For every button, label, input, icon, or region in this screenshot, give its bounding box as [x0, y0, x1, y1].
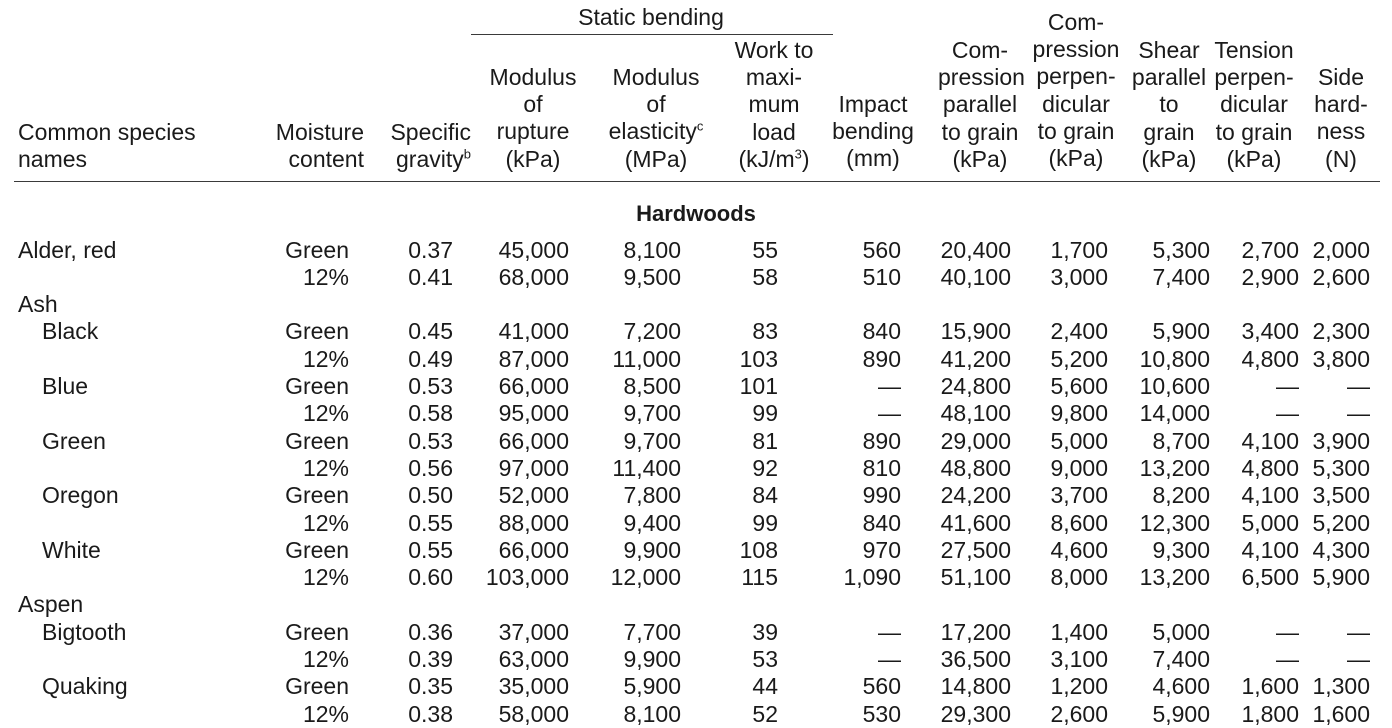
- cell-tension: 6,500: [1241, 564, 1299, 591]
- header-work-max-load: Work to maxi- mum load $(kJ/m^3)$: [734, 37, 814, 172]
- table-row: [0, 537, 1392, 564]
- cell-moisture: 12%: [302, 700, 349, 727]
- cell-comp-perp: 8,600: [1050, 509, 1108, 536]
- cell-rupture: 88,000: [498, 509, 569, 536]
- header-species: Common species names: [18, 119, 196, 173]
- cell-hardness: —: [1347, 646, 1370, 672]
- cell-tension: 4,100: [1241, 482, 1299, 509]
- cell-moisture: Green: [285, 618, 349, 645]
- cell-rupture: 35,000: [498, 673, 569, 700]
- cell-gravity: 0.49: [408, 345, 453, 372]
- cell-tension: 2,900: [1241, 263, 1299, 290]
- header-compression-parallel: Com- pression parallel to grain (kPa): [938, 37, 1025, 172]
- cell-shear: 5,900: [1152, 318, 1210, 345]
- cell-gravity: 0.39: [408, 646, 453, 672]
- cell-gravity: 0.60: [408, 564, 453, 591]
- header-rule: [14, 181, 1380, 182]
- cell-gravity: 0.55: [408, 536, 453, 563]
- cell-tension: 1,600: [1241, 673, 1299, 700]
- cell-comp-perp: 1,700: [1050, 236, 1108, 263]
- cell-hardness: 5,900: [1312, 564, 1370, 591]
- cell-elasticity: 11,400: [612, 454, 681, 481]
- cell-species: Oregon: [42, 482, 119, 509]
- cell-work: 101: [739, 373, 778, 399]
- cell-rupture: 58,000: [498, 700, 569, 727]
- cell-hardness: 4,300: [1312, 536, 1370, 563]
- header-gravity: Specific gravity$^b$: [390, 119, 471, 173]
- cell-comp-par: 20,400: [940, 236, 1011, 263]
- cell-comp-par: 41,600: [940, 509, 1011, 536]
- cell-impact: 510: [862, 263, 901, 290]
- cell-moisture: 12%: [302, 564, 349, 591]
- cell-work: 44: [752, 673, 778, 700]
- table-row: [0, 619, 1392, 646]
- cell-gravity: 0.53: [408, 427, 453, 454]
- cell-impact: 530: [862, 700, 901, 727]
- cell-comp-perp: 5,600: [1050, 373, 1108, 399]
- cell-rupture: 87,000: [498, 345, 569, 372]
- cell-rupture: 37,000: [498, 618, 569, 645]
- cell-elasticity: 12,000: [610, 564, 681, 591]
- cell-gravity: 0.36: [408, 618, 453, 645]
- cell-hardness: 5,200: [1312, 509, 1370, 536]
- cell-impact: 1,090: [843, 564, 901, 591]
- cell-comp-par: 15,900: [940, 318, 1011, 345]
- cell-gravity: 0.58: [408, 400, 453, 427]
- cell-work: 53: [752, 646, 778, 672]
- cell-comp-perp: 2,400: [1050, 318, 1108, 345]
- cell-gravity: 0.45: [408, 318, 453, 345]
- cell-tension: 1,800: [1241, 700, 1299, 727]
- cell-gravity: 0.55: [408, 509, 453, 536]
- table-row: [0, 591, 1392, 618]
- header-side-hardness: Side hard- ness (N): [1314, 64, 1368, 172]
- cell-work: 58: [752, 263, 778, 290]
- cell-rupture: 66,000: [498, 427, 569, 454]
- cell-work: 55: [752, 236, 778, 263]
- cell-comp-par: 27,500: [940, 536, 1011, 563]
- cell-shear: 10,800: [1139, 345, 1210, 372]
- cell-comp-par: 41,200: [940, 345, 1011, 372]
- cell-work: 83: [752, 318, 778, 345]
- cell-rupture: 45,000: [498, 236, 569, 263]
- cell-gravity: 0.38: [408, 700, 453, 727]
- cell-species: White: [42, 536, 101, 563]
- table-row: [0, 318, 1392, 345]
- cell-rupture: 103,000: [485, 564, 569, 591]
- cell-tension: 4,100: [1241, 536, 1299, 563]
- cell-rupture: 63,000: [498, 646, 569, 672]
- cell-comp-perp: 3,000: [1050, 263, 1108, 290]
- cell-impact: 560: [862, 236, 901, 263]
- cell-elasticity: 9,900: [623, 646, 681, 672]
- cell-hardness: —: [1347, 400, 1370, 427]
- cell-tension: 2,700: [1241, 236, 1299, 263]
- cell-species: Green: [42, 427, 106, 454]
- cell-hardness: 3,800: [1312, 345, 1370, 372]
- cell-shear: 13,200: [1139, 454, 1210, 481]
- cell-hardness: 5,300: [1312, 454, 1370, 481]
- cell-hardness: 2,300: [1312, 318, 1370, 345]
- cell-gravity: 0.56: [408, 454, 453, 481]
- cell-moisture: Green: [285, 318, 349, 345]
- cell-elasticity: 5,900: [623, 673, 681, 700]
- table-row: [0, 701, 1392, 728]
- cell-comp-par: 51,100: [940, 564, 1011, 591]
- cell-shear: 10,600: [1139, 373, 1210, 399]
- table-row: [0, 564, 1392, 591]
- cell-rupture: 97,000: [498, 454, 569, 481]
- cell-impact: —: [878, 400, 901, 427]
- table-row: [0, 237, 1392, 264]
- cell-moisture: Green: [285, 427, 349, 454]
- cell-moisture: 12%: [302, 509, 349, 536]
- cell-comp-par: 36,500: [940, 646, 1011, 672]
- cell-comp-perp: 2,600: [1050, 700, 1108, 727]
- cell-shear: 8,700: [1152, 427, 1210, 454]
- cell-elasticity: 7,800: [623, 482, 681, 509]
- cell-impact: 990: [862, 482, 901, 509]
- cell-moisture: 12%: [302, 400, 349, 427]
- cell-elasticity: 11,000: [612, 345, 681, 372]
- cell-hardness: 3,900: [1312, 427, 1370, 454]
- cell-shear: 7,400: [1152, 646, 1210, 672]
- cell-work: 84: [752, 482, 778, 509]
- header-modulus-rupture: Modulus of rupture (kPa): [489, 64, 577, 172]
- cell-shear: 5,000: [1152, 618, 1210, 645]
- cell-elasticity: 8,100: [623, 700, 681, 727]
- cell-elasticity: 8,100: [623, 236, 681, 263]
- cell-moisture: 12%: [302, 454, 349, 481]
- cell-species: Blue: [42, 373, 89, 399]
- cell-work: 39: [752, 618, 778, 645]
- cell-elasticity: 9,700: [623, 400, 681, 427]
- cell-moisture: 12%: [302, 263, 349, 290]
- header-modulus-elasticity: Modulus of elasticity$^c$ (MPa): [608, 64, 704, 172]
- cell-tension: —: [1276, 646, 1299, 672]
- cell-comp-par: 17,200: [940, 618, 1011, 645]
- cell-comp-perp: 8,000: [1050, 564, 1108, 591]
- table-row: [0, 510, 1392, 537]
- cell-work: 115: [741, 564, 778, 591]
- cell-comp-perp: 1,400: [1050, 618, 1108, 645]
- cell-work: 99: [752, 509, 778, 536]
- header-impact-bending: Impact bending (mm): [832, 91, 914, 172]
- cell-impact: —: [878, 646, 901, 672]
- cell-impact: 560: [862, 673, 901, 700]
- cell-elasticity: 8,500: [623, 373, 681, 399]
- cell-species: Ash: [18, 291, 58, 318]
- cell-work: 99: [752, 400, 778, 427]
- header-moisture: Moisture content: [275, 119, 364, 173]
- cell-elasticity: 7,700: [623, 618, 681, 645]
- cell-gravity: 0.37: [408, 236, 453, 263]
- cell-gravity: 0.53: [408, 373, 453, 399]
- cell-comp-perp: 1,200: [1050, 673, 1108, 700]
- cell-hardness: 2,000: [1312, 236, 1370, 263]
- cell-comp-par: 14,800: [940, 673, 1011, 700]
- cell-moisture: Green: [285, 236, 349, 263]
- cell-impact: 840: [862, 318, 901, 345]
- cell-species: Bigtooth: [42, 618, 127, 645]
- cell-comp-perp: 5,000: [1050, 427, 1108, 454]
- cell-rupture: 95,000: [498, 400, 569, 427]
- cell-hardness: —: [1347, 618, 1370, 645]
- cell-comp-perp: 3,100: [1050, 646, 1108, 672]
- table-row: [0, 264, 1392, 291]
- header-tension-perpendicular: Tension perpen- dicular to grain (kPa): [1214, 37, 1294, 172]
- section-hardwoods: Hardwoods: [636, 201, 756, 226]
- table-row: [0, 291, 1392, 318]
- table-row: [0, 400, 1392, 427]
- cell-work: 92: [752, 454, 778, 481]
- header-compression-perpendicular: Com- pression perpen- dicular to grain (kPa): [1032, 9, 1120, 172]
- cell-elasticity: 9,900: [623, 536, 681, 563]
- table-row: [0, 428, 1392, 455]
- cell-gravity: 0.35: [408, 673, 453, 700]
- table-row: [0, 646, 1392, 673]
- cell-shear: 7,400: [1152, 263, 1210, 290]
- cell-comp-perp: 9,800: [1050, 400, 1108, 427]
- cell-elasticity: 9,500: [623, 263, 681, 290]
- cell-moisture: 12%: [302, 345, 349, 372]
- cell-comp-par: 29,000: [940, 427, 1011, 454]
- cell-moisture: Green: [285, 673, 349, 700]
- cell-comp-par: 24,200: [940, 482, 1011, 509]
- cell-impact: 840: [862, 509, 901, 536]
- cell-tension: 3,400: [1241, 318, 1299, 345]
- cell-gravity: 0.50: [408, 482, 453, 509]
- cell-hardness: 1,300: [1312, 673, 1370, 700]
- cell-impact: 970: [862, 536, 901, 563]
- cell-hardness: —: [1347, 373, 1370, 399]
- cell-moisture: Green: [285, 536, 349, 563]
- cell-species: Quaking: [42, 673, 128, 700]
- table-row: [0, 373, 1392, 400]
- cell-tension: 4,800: [1241, 454, 1299, 481]
- cell-tension: —: [1276, 618, 1299, 645]
- cell-comp-perp: 9,000: [1050, 454, 1108, 481]
- cell-rupture: 66,000: [498, 373, 569, 399]
- group-header-rule: [471, 34, 833, 35]
- cell-moisture: Green: [285, 373, 349, 399]
- cell-rupture: 41,000: [498, 318, 569, 345]
- group-header-static-bending: Static bending: [578, 4, 724, 30]
- cell-impact: —: [878, 618, 901, 645]
- cell-work: 81: [752, 427, 778, 454]
- table-row: [0, 482, 1392, 509]
- cell-shear: 12,300: [1139, 509, 1210, 536]
- cell-hardness: 3,500: [1312, 482, 1370, 509]
- cell-hardness: 1,600: [1312, 700, 1370, 727]
- cell-shear: 9,300: [1152, 536, 1210, 563]
- cell-tension: 5,000: [1241, 509, 1299, 536]
- table-row: [0, 455, 1392, 482]
- cell-shear: 8,200: [1152, 482, 1210, 509]
- cell-hardness: 2,600: [1312, 263, 1370, 290]
- cell-comp-perp: 4,600: [1050, 536, 1108, 563]
- cell-tension: —: [1276, 373, 1299, 399]
- cell-impact: 890: [862, 427, 901, 454]
- table-row: [0, 673, 1392, 700]
- cell-comp-par: 40,100: [940, 263, 1011, 290]
- cell-elasticity: 7,200: [623, 318, 681, 345]
- cell-moisture: 12%: [302, 646, 349, 672]
- cell-rupture: 66,000: [498, 536, 569, 563]
- header-shear-parallel: Shear parallel to grain (kPa): [1131, 37, 1207, 172]
- cell-moisture: Green: [285, 482, 349, 509]
- cell-tension: —: [1276, 400, 1299, 427]
- cell-work: 103: [739, 345, 778, 372]
- cell-gravity: 0.41: [408, 263, 453, 290]
- cell-work: 52: [752, 700, 778, 727]
- cell-shear: 5,900: [1152, 700, 1210, 727]
- cell-comp-par: 48,100: [940, 400, 1011, 427]
- cell-shear: 4,600: [1152, 673, 1210, 700]
- cell-elasticity: 9,700: [623, 427, 681, 454]
- cell-comp-par: 48,800: [940, 454, 1011, 481]
- cell-species: Black: [42, 318, 99, 345]
- cell-rupture: 52,000: [498, 482, 569, 509]
- cell-rupture: 68,000: [498, 263, 569, 290]
- cell-comp-par: 24,800: [940, 373, 1011, 399]
- cell-shear: 14,000: [1139, 400, 1210, 427]
- cell-work: 108: [739, 536, 778, 563]
- cell-species: Aspen: [18, 591, 84, 618]
- cell-comp-perp: 3,700: [1050, 482, 1108, 509]
- cell-species: Alder, red: [18, 236, 117, 263]
- cell-shear: 5,300: [1152, 236, 1210, 263]
- cell-impact: 890: [862, 345, 901, 372]
- cell-elasticity: 9,400: [623, 509, 681, 536]
- cell-impact: 810: [862, 454, 901, 481]
- cell-comp-par: 29,300: [940, 700, 1011, 727]
- cell-tension: 4,800: [1241, 345, 1299, 372]
- cell-comp-perp: 5,200: [1050, 345, 1108, 372]
- cell-shear: 13,200: [1139, 564, 1210, 591]
- table-row: [0, 346, 1392, 373]
- cell-tension: 4,100: [1241, 427, 1299, 454]
- cell-impact: —: [878, 373, 901, 399]
